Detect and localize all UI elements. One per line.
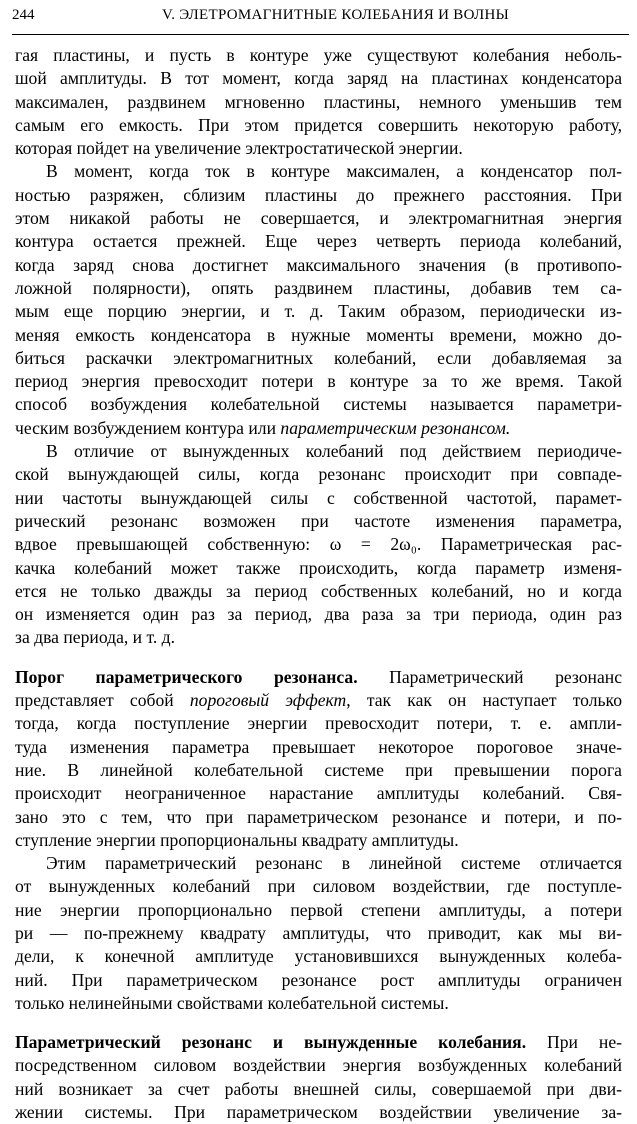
- text-line: В момент, когда ток в контуре максимален, а конденсатор пол-: [46, 161, 622, 182]
- text-line: рический резонанс возможен при частоте изменения параметра,: [15, 510, 622, 531]
- text-line: ние энергии пропорционально первой степени амплитуды, а потери: [15, 899, 622, 920]
- text-line: этом никакой работы не совершается, и электромагнитная энергия: [15, 208, 622, 229]
- text-line: ложной полярности), опять раздвинем пластины, добавив тем са-: [15, 277, 622, 298]
- text-line: зано это с тем, что при параметрическом резонансе и потери, и по-: [15, 806, 622, 827]
- text-line: меняя емкость конденсатора в нужные моменты времени, можно до-: [15, 324, 622, 345]
- text-line: ностью разряжен, сблизим пластины до прежнего расстояния. При: [15, 184, 622, 205]
- text-line: он изменяется один раз за период, два раза за три периода, один раз: [15, 604, 622, 625]
- text-line: которая пойдет на увеличение электростатической энергии.: [15, 138, 463, 159]
- running-header: [12, 0, 629, 35]
- text-line: ступление энергии пропорциональны квадрату амплитуды.: [15, 829, 459, 850]
- italic-term: параметрическим резонансом.: [280, 417, 511, 438]
- text-line: ской вынуждающей силы, когда резонанс происходит при совпаде-: [15, 464, 622, 485]
- text-line: когда заряд снова достигнет максимального значения (в противопо-: [15, 254, 622, 275]
- text-line: самым его емкость. При этом придется совершить некоторую работу,: [15, 114, 622, 135]
- text-line: дели, к конечной амплитуде установившихся вынужденных колеба-: [15, 946, 622, 967]
- text-run: представляет собой: [15, 690, 190, 711]
- text-run: , так как он наступает только: [346, 690, 622, 711]
- text-line: способ возбуждения колебательной системы называется параметри-: [15, 394, 622, 415]
- text-line: В отличие от вынужденных колебаний под действием периодиче-: [46, 441, 622, 462]
- text-line: ется не только дважды за период собственных колебаний, но и когда: [15, 580, 622, 601]
- text-line: жении системы. При параметрическом воздействии увеличение за-: [15, 1102, 622, 1123]
- text-line: тогда, когда поступление энергии превосходит потери, т. е. ампли-: [15, 713, 622, 734]
- text-line: гая пластины, и пусть в контуре уже существуют колебания неболь-: [15, 45, 622, 65]
- text-line: мым еще порцию энергии, и т. д. Таким образом, периодически из-: [15, 301, 622, 322]
- text-line: биться раскачки электромагнитных колебаний, если добавляемая за: [15, 347, 622, 368]
- text-line: за два периода, и т. д.: [15, 627, 176, 648]
- text-line: [15, 1031, 622, 1054]
- text-line: качка колебаний может также происходить, когда параметр изменя-: [15, 557, 622, 578]
- text-line: ние. В линейной колебательной системе при превышении порога: [15, 759, 622, 780]
- text-line: Этим параметрический резонанс в линейной системе отличается: [46, 853, 622, 874]
- text-line: ний. При параметрическом резонансе рост амплитуды ограничен: [15, 969, 622, 990]
- text-run: ческим возбуждением контура или: [15, 417, 281, 438]
- text-line: [15, 666, 622, 689]
- section-heading: Параметрический резонанс и вынужденные колебания.: [15, 1032, 527, 1053]
- text-line: [15, 417, 622, 440]
- text-line: максимален, раздвинем мгновенно пластины, немного уменьшив тем: [15, 91, 622, 112]
- text-line: ри — по-прежнему квадрату амплитуды, что приводит, как мы ви-: [15, 922, 622, 943]
- text-line: нии частоты вынуждающей силы с собственной частотой, парамет-: [15, 487, 622, 508]
- text-line: ний возникает за счет работы внешней силы, совершаемой при дви-: [15, 1078, 622, 1099]
- text-line: происходит неограниченное нарастание амплитуды колебаний. Свя-: [15, 783, 622, 804]
- italic-term: пороговый эффект: [189, 690, 347, 711]
- text-line: от вынужденных колебаний при силовом воздействии, где поступле-: [15, 876, 622, 897]
- section-heading: Порог параметрического резонанса.: [15, 666, 358, 687]
- text-run: Параметрический резонанс: [357, 666, 622, 687]
- text-line: период энергия превосходит потери в контуре за то же время. Такой: [15, 371, 622, 392]
- text-line: контура остается прежней. Еще через четверть периода колебаний,: [15, 231, 622, 252]
- chapter-title: V. ЭЛЕТРОМАГНИТНЫЕ КОЛЕБАНИЯ И ВОЛНЫ: [162, 7, 509, 23]
- body-text: [15, 44, 622, 1124]
- text-line: посредственном силовом воздействии энергия возбужденных колебаний: [15, 1055, 622, 1076]
- text-run: При не-: [526, 1032, 622, 1053]
- text-line: [15, 689, 622, 712]
- formula-line: вдвое превышающей собственную: ω = 2ω₀. Параметрическая рас-: [15, 534, 622, 555]
- text-line: туда изменения параметра превышает некоторое пороговое значе-: [15, 736, 622, 757]
- page-number: 244: [12, 7, 35, 23]
- text-line: шой амплитуды. В тот момент, когда заряд на пластинах конденсатора: [15, 68, 622, 89]
- text-line: только нелинейными свойствами колебательной системы.: [15, 992, 449, 1013]
